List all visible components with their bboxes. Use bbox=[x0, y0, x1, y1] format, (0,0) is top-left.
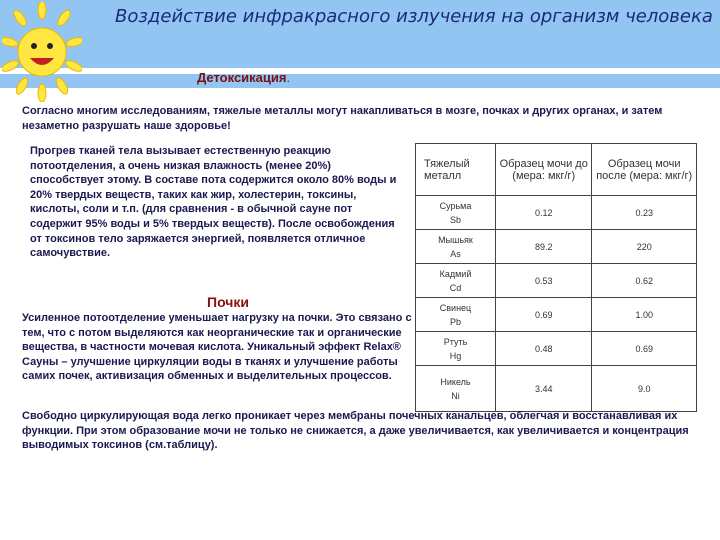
table-row bbox=[416, 264, 697, 298]
metal-cell bbox=[416, 332, 496, 366]
metal-symbol: Cd bbox=[449, 282, 462, 293]
metal-cell bbox=[416, 196, 496, 230]
sun-icon bbox=[2, 2, 82, 102]
kidneys-paragraph: Усиленное потоотделение уменьшает нагрузку на почки. Это связано с тем, что с потом выделяются как неорганические так и органические вещества, в частности мочевая кислота. Уникальный эффект Relax® Сауны – улучшение циркуляции воды в тканях и улучшение работы самих почек, активизация обменных и выделительных процессов. bbox=[22, 312, 412, 383]
metal-symbol: Ni bbox=[451, 390, 460, 401]
header-cell: Тяжелый металл bbox=[416, 144, 496, 196]
metal-cell bbox=[416, 366, 496, 412]
header-cell: Образец мочи после (мера: мкг/г) bbox=[592, 144, 697, 196]
heavy-metals-table bbox=[415, 143, 697, 412]
table-row bbox=[416, 366, 697, 412]
header-cell: Образец мочи до (мера: мкг/г) bbox=[496, 144, 592, 196]
after-cell: 0.62 bbox=[592, 264, 697, 298]
metal-name: Сурьма bbox=[439, 200, 472, 211]
metal-symbol: Hg bbox=[449, 350, 462, 361]
metal-name: Свинец bbox=[439, 302, 472, 313]
metal-cell bbox=[416, 230, 496, 264]
table-header-row bbox=[416, 144, 697, 196]
table-row bbox=[416, 196, 697, 230]
metal-symbol: As bbox=[450, 248, 461, 259]
metal-symbol: Sb bbox=[449, 214, 461, 225]
after-cell: 0.23 bbox=[592, 196, 697, 230]
before-cell: 0.69 bbox=[496, 298, 592, 332]
before-cell: 3.44 bbox=[496, 366, 592, 412]
metal-name: Кадмий bbox=[439, 268, 472, 279]
page-title: Воздействие инфракрасного излучения на организм человека bbox=[115, 6, 713, 27]
after-cell: 220 bbox=[592, 230, 697, 264]
metal-name: Мышьяк bbox=[438, 234, 473, 245]
metal-cell bbox=[416, 264, 496, 298]
detox-heading: Детоксикация. bbox=[197, 70, 291, 85]
bottom-paragraph: Свободно циркулирующая вода легко проникает через мембраны почечных канальцев, облегчая и восстанавливая их функции. При этом образование мочи не только не снижается, а даже увеличивается, как увеличивается и концентрация выводимых токсинов (см.таблицу). bbox=[22, 410, 689, 452]
metal-name: Ртуть bbox=[443, 336, 468, 347]
table-row bbox=[416, 298, 697, 332]
kidneys-heading: Почки bbox=[207, 294, 250, 310]
metal-symbol: Pb bbox=[449, 316, 461, 327]
detox-paragraph: Прогрев тканей тела вызывает естественную реакцию потоотделения, а очень низкая влажность (менее 20%) способствует этому. В составе пота содержится около 80% воды и 20% твердых веществ, таких как жир, холестерин, токсины, кислоты, соли и т.п. (для сравнения - в обычной сауне пот содержит 95% воды и 5% твердых веществ). После освобождения от токсинов тело заряжается энергией, появляется отличное самочувствие. bbox=[30, 145, 397, 260]
table-row bbox=[416, 230, 697, 264]
after-cell: 9.0 bbox=[592, 366, 697, 412]
header-stripe bbox=[0, 74, 720, 88]
table-row bbox=[416, 332, 697, 366]
metal-cell bbox=[416, 298, 496, 332]
intro-text: Согласно многим исследованиям, тяжелые металлы могут накапливаться в мозге, почках и других органах, и затем незаметно разрушать наше здоровье! bbox=[22, 105, 663, 132]
before-cell: 0.12 bbox=[496, 196, 592, 230]
after-cell: 1.00 bbox=[592, 298, 697, 332]
before-cell: 0.48 bbox=[496, 332, 592, 366]
metal-name: Никель bbox=[440, 376, 471, 387]
after-cell: 0.69 bbox=[592, 332, 697, 366]
before-cell: 0.53 bbox=[496, 264, 592, 298]
before-cell: 89.2 bbox=[496, 230, 592, 264]
